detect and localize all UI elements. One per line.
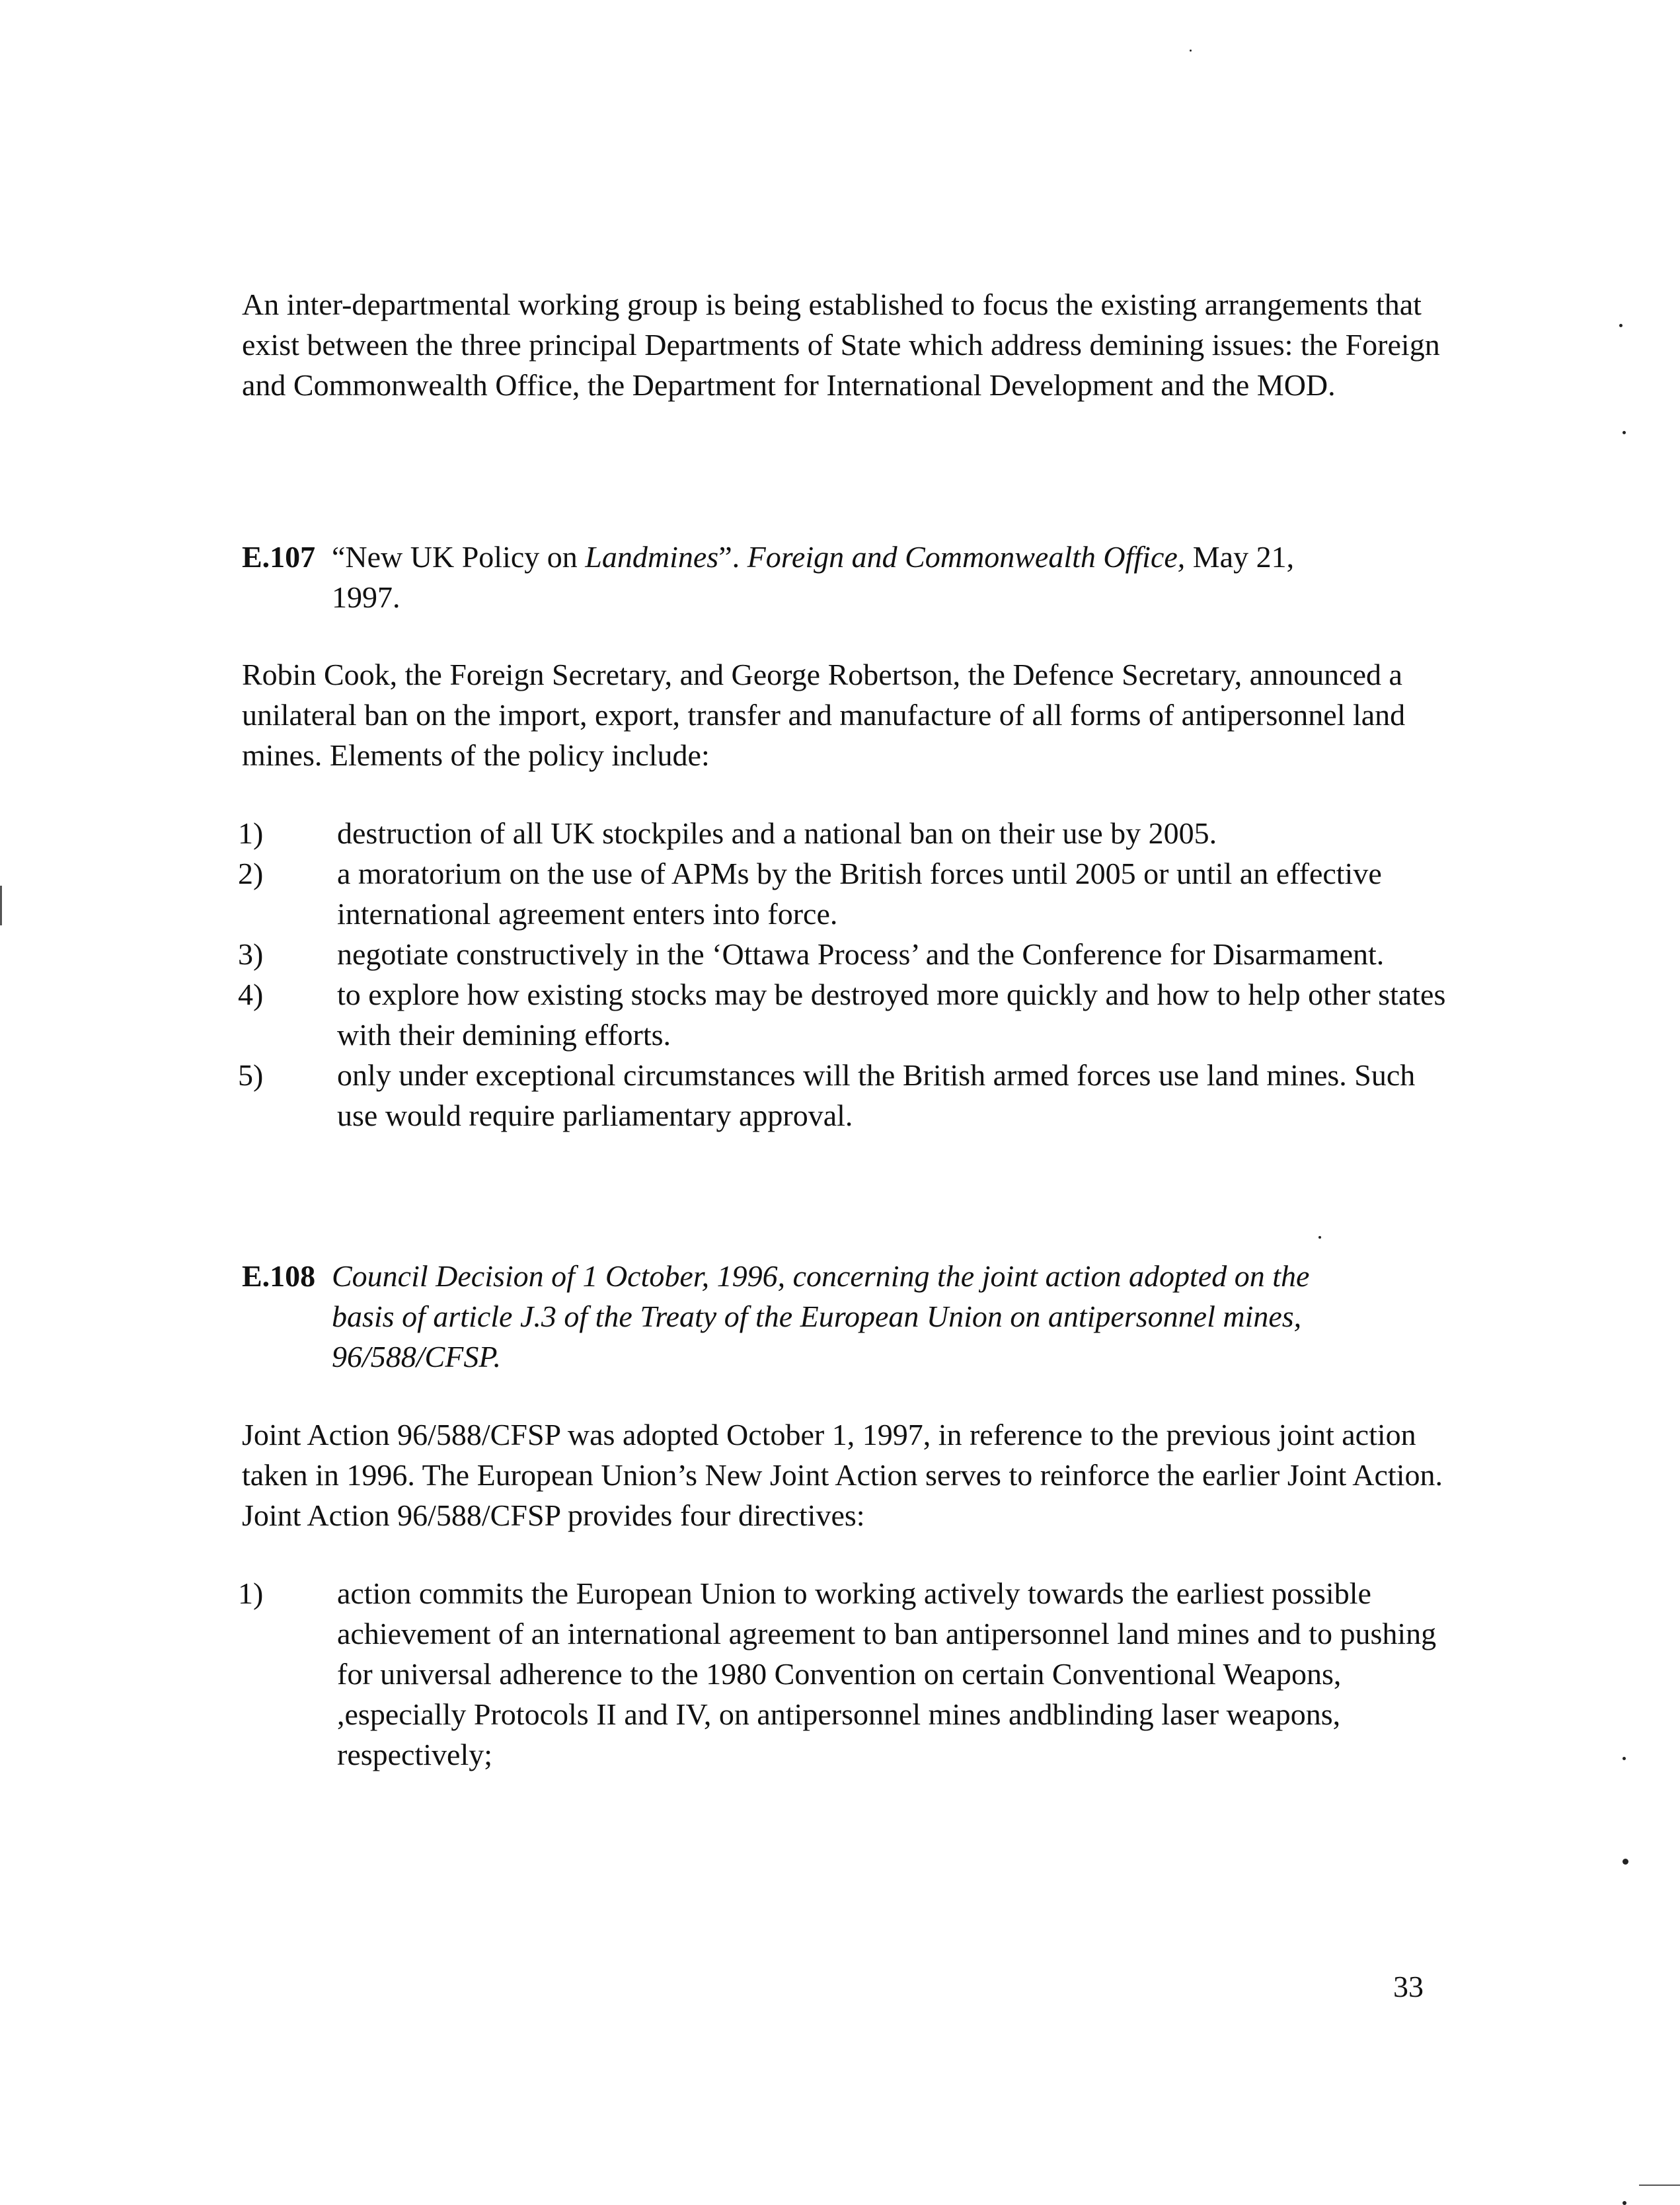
list-item-number: 3) [238, 937, 264, 971]
section-paragraph-e108: Joint Action 96/588/CFSP was adopted October 1, 1997, in reference to the previous joint action taken in 1996. The European Union’s New Joint Action serves to reinforce the earlier Joint Action. Joint Action 96/588/CFSP provides four directives: [242, 1418, 1443, 1532]
list-item-text: negotiate constructively in the ‘Ottawa Process’ and the Conference for Disarmament. [337, 937, 1385, 971]
list-item-number: 1) [238, 816, 264, 850]
scan-edge [0, 886, 2, 925]
list-item [225, 853, 1454, 934]
list-item-text: to explore how existing stocks may be destroyed more quickly and how to help other states with their demining efforts. [337, 978, 1446, 1052]
section-heading-e107 [242, 537, 1451, 617]
section-ref: E.108 [242, 1259, 316, 1293]
title-continuation: basis of article J.3 of the Treaty of the European Union on antipersonnel mines, [332, 1299, 1302, 1333]
scan-speck [1190, 50, 1192, 52]
section-heading-e108 [242, 1256, 1451, 1377]
title-continuation: 1997. [332, 580, 401, 614]
scan-edge [1639, 2185, 1680, 2186]
list-item [225, 974, 1454, 1055]
title-continuation: 96/588/CFSP. [332, 1340, 502, 1373]
list-item [225, 1573, 1454, 1775]
list-item-number: 2) [238, 857, 264, 890]
list-item [225, 934, 1454, 974]
title-part: May 21, [1185, 540, 1295, 574]
scan-speck [1623, 1859, 1628, 1865]
title-part: “New UK Policy on [332, 540, 586, 574]
list-item-text: destruction of all UK stockpiles and a national ban on their use by 2005. [337, 816, 1217, 850]
title-italic-part: Council Decision of 1 October, 1996, concerning the joint action adopted on the [332, 1259, 1310, 1293]
page-number: 33 [1393, 1970, 1424, 2003]
scan-speck [1619, 324, 1623, 327]
list-item [225, 813, 1454, 853]
title-part: ”. [718, 540, 747, 574]
list-item [225, 1055, 1454, 1136]
title-italic-part: Landmines [585, 540, 719, 574]
scan-speck [1623, 431, 1626, 434]
intro-paragraph: An inter-departmental working group is being established to focus the existing arrangements that exist between the three principal Departments of State which address demining issues: the Foreign and Commonwealth Office, the Department for International Development and the MOD. [242, 288, 1440, 402]
list-item-number: 1) [238, 1576, 264, 1610]
list-item-text: only under exceptional circumstances will the British armed forces use land mines. Such use would require parliamentary approval. [337, 1058, 1416, 1132]
scan-speck [1318, 1236, 1321, 1239]
list-item-text: a moratorium on the use of APMs by the British forces until 2005 or until an effective international agreement enters into force. [337, 857, 1382, 931]
section-paragraph-e107: Robin Cook, the Foreign Secretary, and George Robertson, the Defence Secretary, announced a unilateral ban on the import, export, transfer and manufacture of all forms of antipersonnel land mines. Elements of the policy include: [242, 658, 1406, 772]
section-ref: E.107 [242, 540, 316, 574]
directives-list [225, 1573, 1454, 1775]
list-item-text: action commits the European Union to working actively towards the earliest possible achievement of an international agreement to ban antipersonnel land mines and to pushing for universal adherence to the 1980 Convention on certain Conventional Weapons, ,especially Protocols II and IV, on antipersonnel mines andblinding laser weapons, respectively; [337, 1576, 1437, 1771]
scan-speck [1623, 2201, 1626, 2205]
policy-elements-list [225, 813, 1454, 1136]
list-item-number: 5) [238, 1058, 264, 1092]
title-italic-part: Foreign and Commonwealth Office, [747, 540, 1186, 574]
scan-speck [1623, 1757, 1626, 1760]
list-item-number: 4) [238, 978, 264, 1011]
